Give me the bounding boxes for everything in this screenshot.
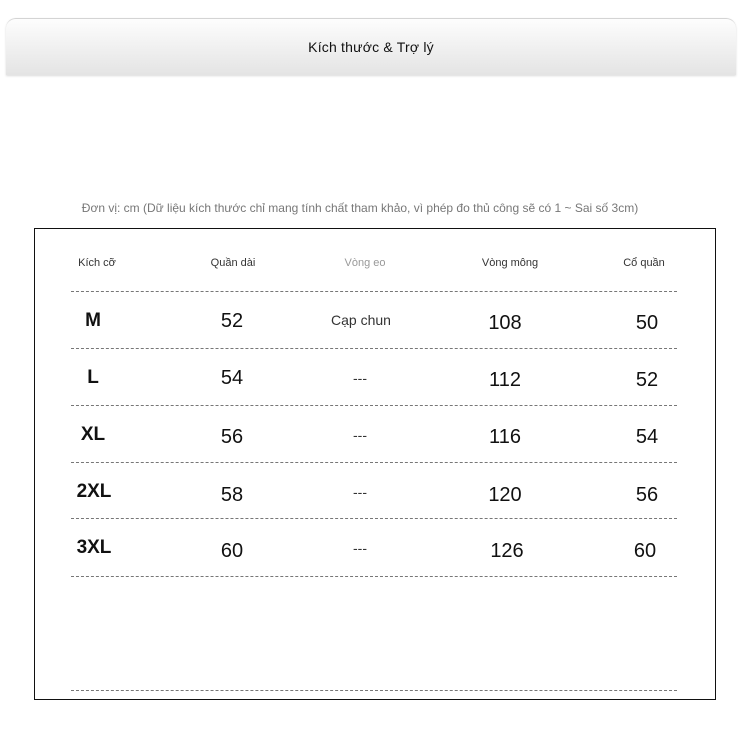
cell-length: 58 [220, 484, 244, 506]
cell-leg-opening: 56 [635, 484, 659, 506]
row-divider [71, 405, 677, 406]
cell-size: XL [80, 424, 106, 445]
cell-leg-opening: 52 [635, 369, 659, 391]
page-title: Kích thước & Trợ lý [308, 39, 434, 55]
cell-size: L [87, 367, 99, 388]
cell-leg-opening: 60 [633, 540, 657, 562]
column-header-hip: Vòng mông [481, 257, 539, 269]
cell-waist: Cạp chun [331, 312, 391, 328]
cell-hip: 108 [488, 312, 522, 334]
cell-waist: --- [353, 540, 367, 556]
cell-length: 60 [220, 540, 244, 562]
unit-note: Đơn vị: cm (Dữ liệu kích thước chỉ mang tính chất tham khảo, vì phép đo thủ công sẽ có 1 ~ Sai số 3cm) [81, 201, 639, 215]
cell-size: 3XL [76, 537, 112, 558]
cell-leg-opening: 54 [635, 426, 659, 448]
cell-waist: --- [353, 484, 367, 500]
row-divider [71, 690, 677, 691]
column-header-length: Quần dài [210, 257, 256, 269]
cell-length: 56 [220, 426, 244, 448]
row-divider [71, 462, 677, 463]
cell-size: M [85, 310, 101, 331]
cell-length: 52 [220, 310, 244, 332]
cell-hip: 116 [489, 426, 521, 448]
row-divider [71, 576, 677, 577]
cell-hip: 126 [490, 540, 524, 562]
cell-waist: --- [353, 370, 367, 386]
row-divider [71, 348, 677, 349]
column-header-leg-opening: Cổ quần [623, 257, 665, 269]
cell-leg-opening: 50 [635, 312, 659, 334]
column-header-waist: Vòng eo [344, 257, 386, 269]
header-bar [6, 18, 736, 75]
row-divider [71, 291, 677, 292]
cell-waist: --- [353, 427, 367, 443]
cell-hip: 112 [489, 369, 521, 391]
cell-hip: 120 [488, 484, 522, 506]
cell-length: 54 [220, 367, 244, 389]
row-divider [71, 518, 677, 519]
size-table [34, 228, 716, 700]
cell-size: 2XL [76, 481, 112, 502]
column-header-size: Kích cỡ [78, 257, 116, 269]
